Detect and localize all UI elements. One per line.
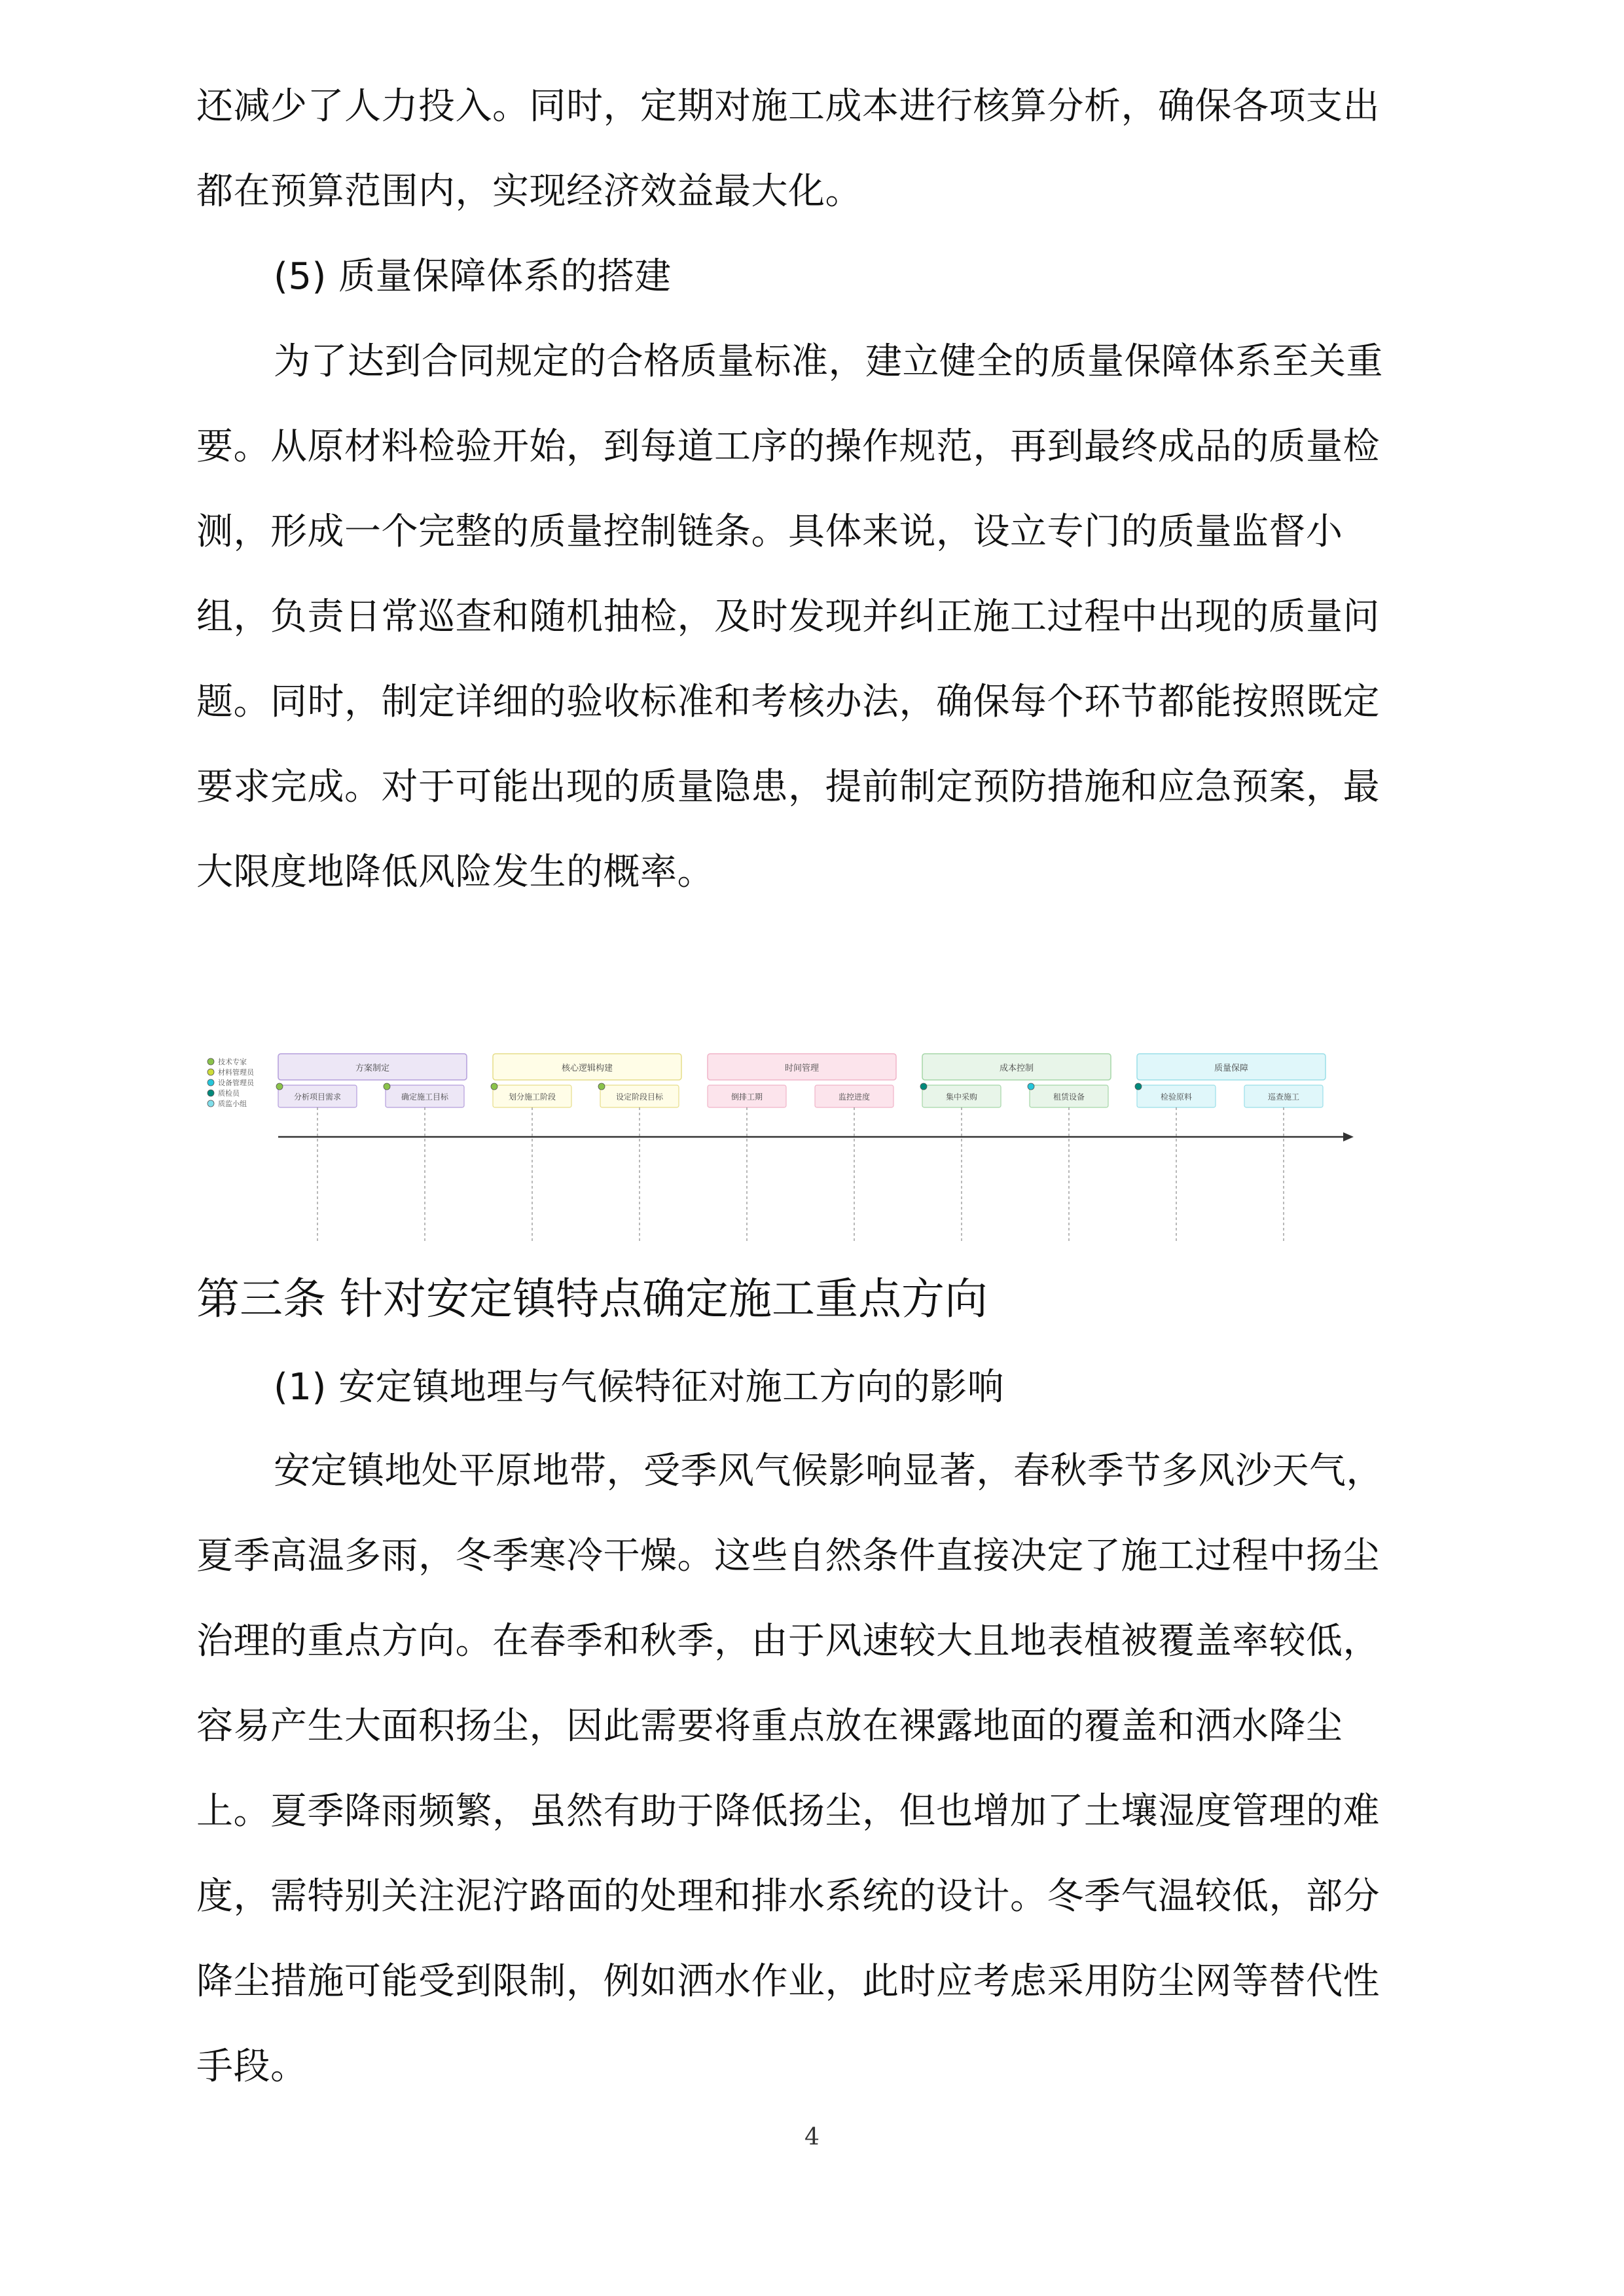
body-text-line: 安定镇地处平原地带，受季风气候影响显著，春秋季节多风沙天气， xyxy=(274,1450,1383,1492)
legend-dot xyxy=(208,1069,214,1075)
section-subheading: (5) 质量保障体系的搭建 xyxy=(274,255,672,298)
task-dot xyxy=(920,1083,927,1090)
timeline-diagram xyxy=(196,1034,1375,1244)
legend-dot xyxy=(208,1090,214,1096)
legend-label: 质检员 xyxy=(218,1089,240,1098)
body-text-line: 夏季高温多雨，冬季寒冷干燥。这些自然条件直接决定了施工过程中扬尘 xyxy=(196,1535,1380,1577)
legend-label: 设备管理员 xyxy=(218,1079,254,1087)
task-label: 监控进度 xyxy=(838,1092,871,1102)
timeline-arrow-icon xyxy=(1343,1132,1354,1141)
task-label: 划分施工阶段 xyxy=(508,1092,556,1102)
task-dot xyxy=(598,1083,605,1090)
body-text-line: 组，负责日常巡查和随机抽检，及时发现并纠正施工过程中出现的质量问 xyxy=(196,596,1380,638)
phase-title: 方案制定 xyxy=(355,1064,390,1073)
task-label: 确定施工目标 xyxy=(401,1092,449,1102)
task-dot xyxy=(276,1083,283,1090)
body-text-line: 都在预算范围内，实现经济效益最大化。 xyxy=(196,170,862,213)
task-label: 巡查施工 xyxy=(1267,1092,1300,1102)
task-label: 设定阶段目标 xyxy=(615,1092,664,1102)
body-text-line: 手段。 xyxy=(196,2045,308,2088)
body-text-line: 为了达到合同规定的合格质量标准，建立健全的质量保障体系至关重 xyxy=(274,340,1383,383)
legend-label: 质监小组 xyxy=(218,1100,247,1108)
legend-label: 材料管理员 xyxy=(218,1068,254,1077)
legend-label: 技术专家 xyxy=(218,1058,247,1066)
body-text-line: 度，需特别关注泥泞路面的处理和排水系统的设计。冬季气温较低，部分 xyxy=(196,1875,1380,1918)
article-heading: 第三条 针对安定镇特点确定施工重点方向 xyxy=(196,1274,988,1324)
legend-dot xyxy=(208,1079,214,1086)
task-dot xyxy=(1028,1083,1034,1090)
body-text-line: 上。夏季降雨频繁，虽然有助于降低扬尘，但也增加了土壤湿度管理的难 xyxy=(196,1790,1380,1833)
body-text-line: 要求完成。对于可能出现的质量隐患，提前制定预防措施和应急预案，最 xyxy=(196,766,1380,808)
phase-title: 时间管理 xyxy=(784,1064,820,1073)
legend-dot xyxy=(208,1058,214,1065)
section-subheading: (1) 安定镇地理与气候特征对施工方向的影响 xyxy=(274,1366,1005,1408)
legend-dot xyxy=(208,1100,214,1107)
phase-title: 质量保障 xyxy=(1214,1064,1249,1073)
task-dot xyxy=(384,1083,390,1090)
phase-title: 成本控制 xyxy=(999,1064,1034,1073)
phase-title: 核心逻辑构建 xyxy=(561,1064,613,1073)
body-text-line: 大限度地降低风险发生的概率。 xyxy=(196,851,714,893)
page-number: 4 xyxy=(804,2124,820,2151)
task-dot xyxy=(1135,1083,1142,1090)
task-label: 分析项目需求 xyxy=(293,1092,342,1102)
task-label: 检验原料 xyxy=(1160,1092,1193,1102)
task-label: 倒排工期 xyxy=(731,1092,763,1102)
body-text-line: 容易产生大面积扬尘，因此需要将重点放在裸露地面的覆盖和洒水降尘 xyxy=(196,1705,1343,1748)
task-label: 集中采购 xyxy=(945,1092,978,1102)
body-text-line: 题。同时，制定详细的验收标准和考核办法，确保每个环节都能按照既定 xyxy=(196,681,1380,723)
body-text-line: 要。从原材料检验开始，到每道工序的操作规范，再到最终成品的质量检 xyxy=(196,425,1380,468)
task-dot xyxy=(491,1083,497,1090)
task-label: 租赁设备 xyxy=(1053,1092,1085,1102)
body-text-line: 降尘措施可能受到限制，例如洒水作业，此时应考虑采用防尘网等替代性 xyxy=(196,1960,1380,2003)
body-text-line: 还减少了人力投入。同时，定期对施工成本进行核算分析，确保各项支出 xyxy=(196,85,1380,128)
body-text-line: 测，形成一个完整的质量控制链条。具体来说，设立专门的质量监督小 xyxy=(196,511,1343,553)
body-text-line: 治理的重点方向。在春季和秋季，由于风速较大且地表植被覆盖率较低， xyxy=(196,1620,1380,1662)
